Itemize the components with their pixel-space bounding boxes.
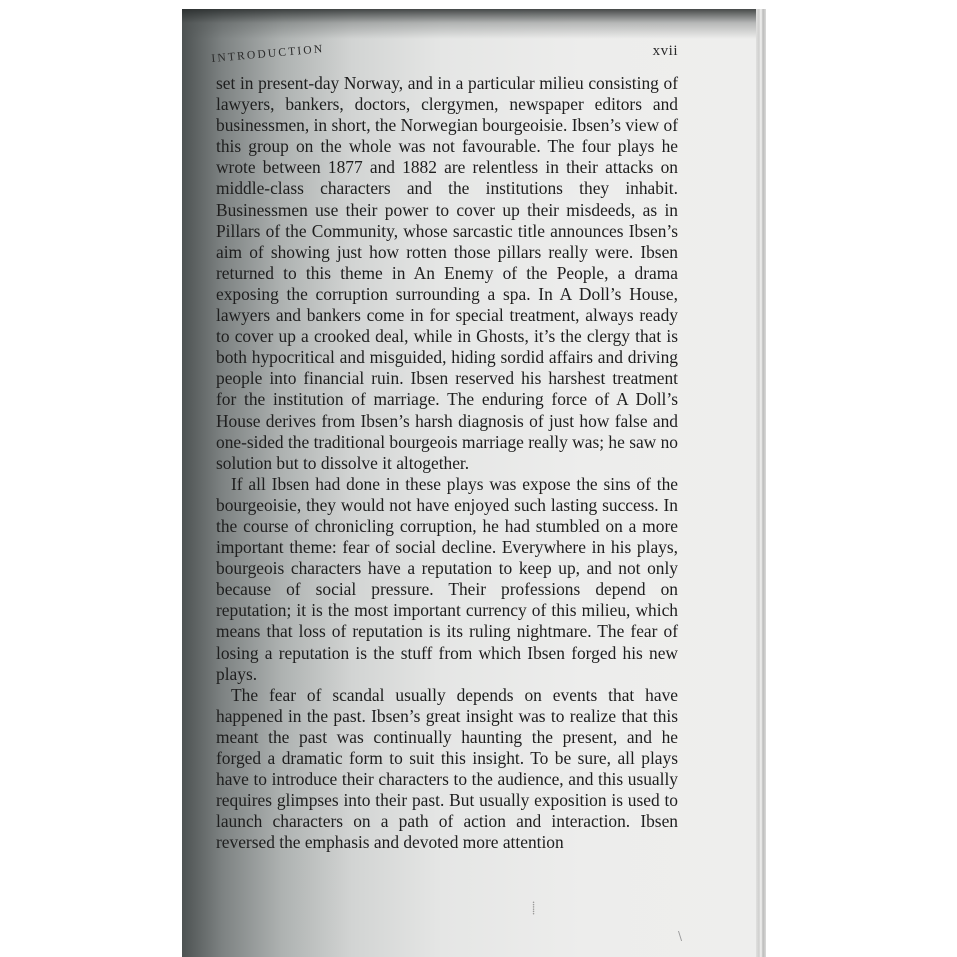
page-shadow — [182, 9, 766, 39]
paragraph-3: The fear of scandal usually depends on events that have happened in the past. Ibsen’s great insight was to realize that this meant the past was continually haunting the present, and he forged a dramatic form to suit this insight. To be sure, all plays have to introduce their characters to the audience, and this usually requires glimpses into their past. But usually exposition is used to launch characters on a path of action and interaction. Ibsen reversed the emphasis and devoted more attention — [216, 684, 678, 853]
paragraph-2: If all Ibsen had done in these plays was expose the sins of the bourgeoisie, they would not have enjoyed such lasting success. In the course of chronicling corruption, he had stumbled on a more important theme: fear of social decline. Everywhere in his plays, bourgeois characters have a reputation to keep up, and not only because of social pressure. Their professions depend on reputation; it is the most important currency of this milieu, which means that loss of reputation is its ruling nightmare. The fear of losing a reputation is the stuff from which Ibsen forged his new plays. — [216, 473, 678, 684]
body-text — [216, 73, 678, 853]
book-page — [182, 9, 766, 957]
paragraph-1: set in present-day Norway, and in a particular milieu consisting of lawyers, bankers, doctors, clergymen, newspaper editors and businessmen, in short, the Norwegian bourgeoisie. Ibsen’s view of this group on the whole was not favourable. The four plays he wrote between 1877 and 1882 are relentless in their attacks on middle-class characters and the institutions they inhabit. Businessmen use their power to cover up their misdeeds, as in Pillars of the Community, whose sarcastic title announces Ibsen’s aim of showing just how rotten those pillars really were. Ibsen returned to this theme in An Enemy of the People, a drama exposing the corruption surrounding a spa. In A Doll’s House, lawyers and bankers come in for special treatment, always ready to cover up a crooked deal, while in Ghosts, it’s the clergy that is both hypocritical and misguided, hiding sordid affairs and driving people into financial ruin. Ibsen reserved his harshest treatment for the institution of marriage. The enduring force of A Doll’s House derives from Ibsen’s harsh diagnosis of just how false and one-sided the traditional bourgeois marriage really was; he saw no solution but to dissolve it altogether. — [216, 73, 678, 473]
running-head: INTRODUCTION — [210, 43, 325, 65]
paper-mark: \ — [678, 929, 683, 943]
page-number: xvii — [652, 43, 678, 59]
paper-mark: ⸽ — [532, 901, 536, 915]
page-edge — [756, 9, 766, 957]
